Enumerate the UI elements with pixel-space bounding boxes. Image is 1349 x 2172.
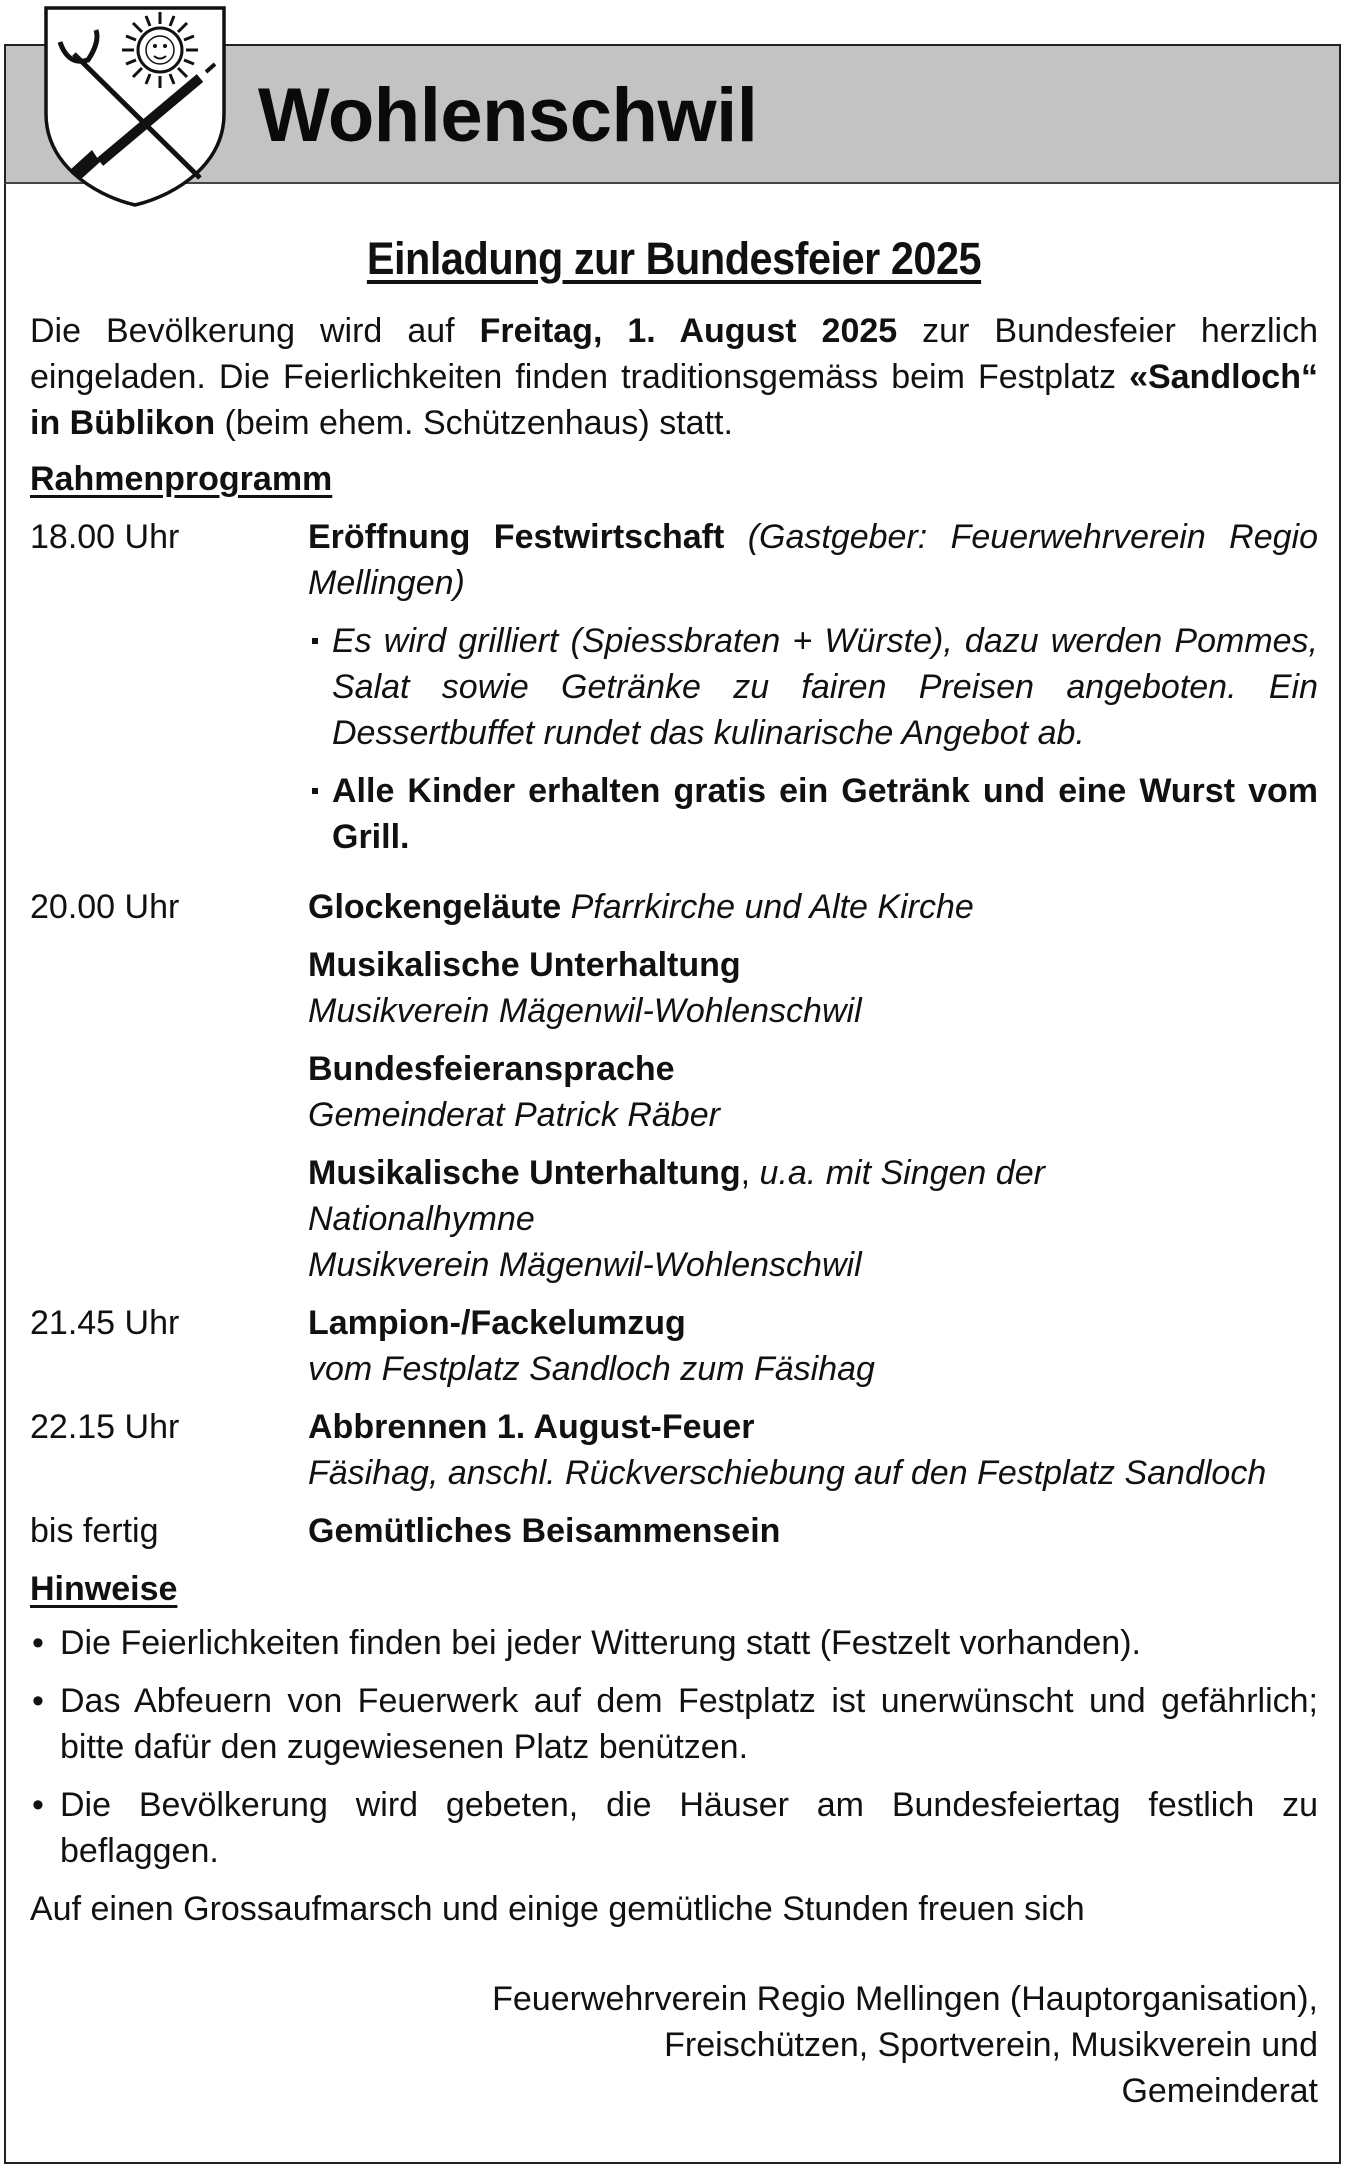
schedule-time: 21.45 Uhr xyxy=(30,1304,180,1342)
schedule-row-end xyxy=(30,1508,1318,1554)
schedule-time: 18.00 Uhr xyxy=(30,518,180,556)
notes-list xyxy=(30,1620,1318,1874)
list-item: Es wird grilliert (Spiessbraten + Würste), dazu werden Pommes, Salat sowie Getränke zu fairen Preisen angeboten. Ein Dessertbuffet rundet das kulinarische Angebot ab. xyxy=(308,618,1318,756)
schedule-details xyxy=(308,1300,1318,1392)
event-item: Bundesfeieransprache xyxy=(308,1050,675,1088)
event-item: Abbrennen 1. August-Feuer xyxy=(308,1408,755,1446)
schedule-row-2215 xyxy=(30,1404,1318,1496)
schedule-row-2000 xyxy=(30,884,1318,1288)
municipality-name: Wohlenschwil xyxy=(258,73,758,158)
catering-list xyxy=(308,618,1318,860)
list-item: • Die Feierlichkeiten finden bei jeder Witterung statt (Festzelt vorhanden). xyxy=(30,1620,1318,1666)
event-item: Glockengeläute Pfarrkirche und Alte Kirche xyxy=(308,888,974,926)
event-item: Musikalische Unterhaltung, u.a. mit Singen der Nationalhymne xyxy=(308,1154,1045,1238)
schedule-details xyxy=(308,1508,1318,1554)
program-heading: Rahmenprogramm xyxy=(30,460,333,498)
event-item: Gemütliches Beisammensein xyxy=(308,1512,781,1550)
signature-block xyxy=(30,1976,1318,2114)
event-item: Musikalische Unterhaltung xyxy=(308,946,741,984)
schedule-row-2145 xyxy=(30,1300,1318,1392)
event-item: Lampion-/Fackelumzug xyxy=(308,1304,686,1342)
schedule-time: 20.00 Uhr xyxy=(30,888,180,926)
event-note: Musikverein Mägenwil-Wohlenschwil xyxy=(308,1246,862,1284)
schedule-details xyxy=(308,514,1318,872)
event-note: Gemeinderat Patrick Räber xyxy=(308,1096,720,1134)
signature-line: Gemeinderat xyxy=(1121,2072,1318,2110)
event-note: Musikverein Mägenwil-Wohlenschwil xyxy=(308,992,862,1030)
closing-line: Auf einen Grossaufmarsch und einige gemütliche Stunden freuen sich xyxy=(30,1890,1085,1928)
intro-paragraph: Die Bevölkerung wird auf Freitag, 1. August 2025 zur Bundesfeier herzlich eingeladen. Die Feierlichkeiten finden traditionsgemäss beim Festplatz «Sandloch“ in Büblikon (beim ehem. Schützenhaus) statt. xyxy=(30,312,1318,442)
notice-body xyxy=(30,230,1318,2114)
notes-heading: Hinweise xyxy=(30,1570,178,1608)
list-item: • Das Abfeuern von Feuerwerk auf dem Festplatz ist unerwünscht und gefährlich; bitte dafür den zugewiesenen Platz benützen. xyxy=(30,1678,1318,1770)
signature-line: Freischützen, Sportverein, Musikverein und xyxy=(664,2026,1318,2064)
signature-line: Feuerwehrverein Regio Mellingen (Hauptorganisation), xyxy=(492,1980,1318,2018)
schedule-details xyxy=(308,1404,1318,1496)
schedule-time: bis fertig xyxy=(30,1512,159,1550)
list-item: Alle Kinder erhalten gratis ein Getränk und eine Wurst vom Grill. xyxy=(308,768,1318,860)
page-title: Einladung zur Bundesfeier 2025 xyxy=(366,233,982,284)
event-item: Eröffnung Festwirtschaft (Gastgeber: Feuerwehrverein Regio Mellingen) xyxy=(308,518,1318,602)
list-item: • Die Bevölkerung wird gebeten, die Häuser am Bundesfeiertag festlich zu beflaggen. xyxy=(30,1782,1318,1874)
schedule-time: 22.15 Uhr xyxy=(30,1408,180,1446)
event-note: vom Festplatz Sandloch zum Fäsihag xyxy=(308,1350,875,1388)
event-note: Fäsihag, anschl. Rückverschiebung auf den Festplatz Sandloch xyxy=(308,1454,1267,1492)
schedule-row-1800 xyxy=(30,514,1318,872)
coat-of-arms-icon xyxy=(40,2,230,208)
schedule-details xyxy=(308,884,1318,1288)
